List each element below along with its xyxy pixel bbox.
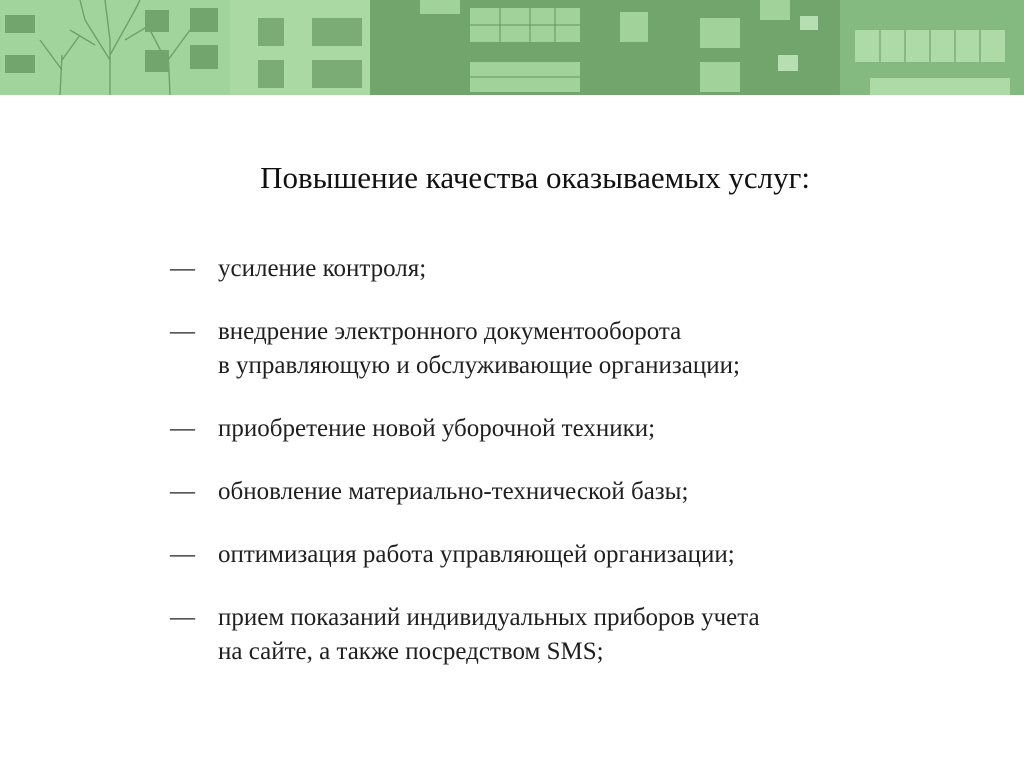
list-item-text [218, 412, 930, 446]
list-item-line: обновление материально-технической базы; [218, 478, 689, 505]
list-item-line: оптимизация работа управляющей организации; [218, 541, 735, 568]
list-item-text [218, 538, 930, 572]
list-item-text [218, 601, 930, 669]
list-item [170, 252, 930, 286]
header-photo-banner [0, 0, 1024, 95]
bullet-list [170, 252, 930, 698]
list-item [170, 412, 930, 446]
list-item [170, 475, 930, 509]
list-item-text [218, 252, 930, 286]
dash-bullet-icon: — [170, 478, 195, 505]
dash-bullet-icon: — [170, 604, 195, 631]
dash-bullet-icon: — [170, 415, 195, 442]
apartment-buildings-photo-icon [0, 0, 1024, 95]
list-item-line: внедрение электронного документооборота [218, 318, 682, 345]
list-item-line: на сайте, а также посредством SMS; [218, 638, 604, 665]
list-item-line: приобретение новой уборочной техники; [218, 415, 656, 442]
list-item-text [218, 315, 930, 383]
slide-title: Повышение качества оказываемых услуг: [260, 160, 810, 195]
list-item [170, 538, 930, 572]
dash-bullet-icon: — [170, 541, 195, 568]
list-item-line: в управляющую и обслуживающие организации; [218, 352, 740, 379]
list-item [170, 315, 930, 383]
list-item-text [218, 475, 930, 509]
dash-bullet-icon: — [170, 255, 195, 282]
dash-bullet-icon: — [170, 318, 195, 345]
list-item-line: усиление контроля; [218, 255, 427, 282]
list-item-line: прием показаний индивидуальных приборов учета [218, 604, 760, 631]
list-item [170, 601, 930, 669]
